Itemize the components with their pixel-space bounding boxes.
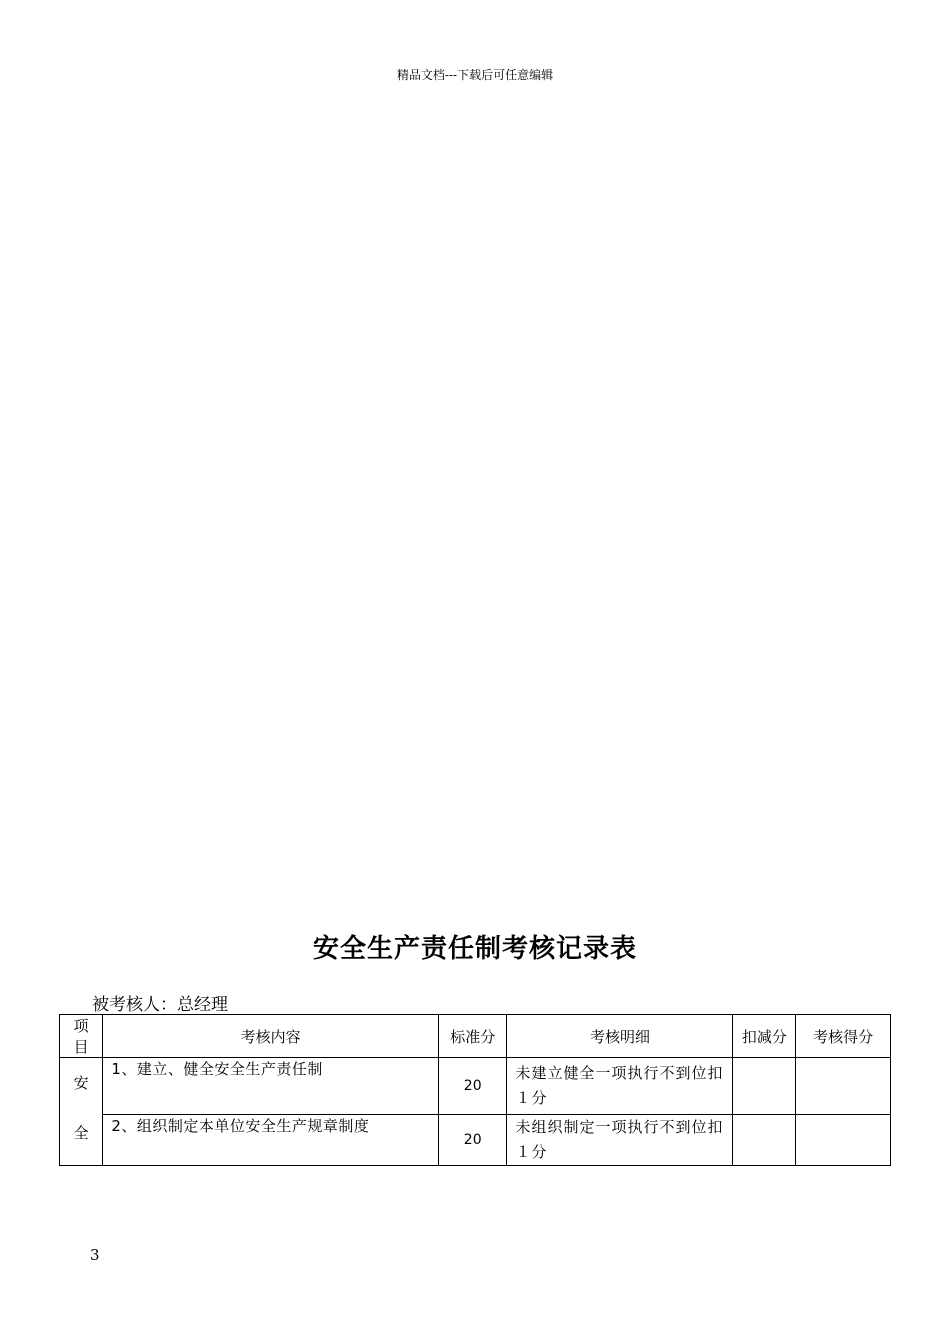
header-final-score: 考核得分 xyxy=(796,1015,891,1058)
assessment-table xyxy=(59,1014,891,1166)
table-header-row xyxy=(60,1015,891,1058)
detail-cell: 未建立健全一项执行不到位扣１分 xyxy=(507,1058,733,1115)
header-item: 项目 xyxy=(60,1015,103,1058)
table-row xyxy=(60,1115,891,1166)
content-cell: 1、建立、健全安全生产责任制 xyxy=(103,1058,439,1115)
deduction-cell[interactable] xyxy=(733,1058,796,1115)
detail-cell: 未组织制定一项执行不到位扣１分 xyxy=(507,1115,733,1166)
final-score-cell[interactable] xyxy=(796,1115,891,1166)
header-detail: 考核明细 xyxy=(507,1015,733,1058)
standard-score-cell: 20 xyxy=(438,1115,506,1166)
item-label-line: 全 xyxy=(73,1124,89,1142)
table-row xyxy=(60,1058,891,1115)
header-deduction: 扣减分 xyxy=(733,1015,796,1058)
content-cell: 2、组织制定本单位安全生产规章制度 xyxy=(103,1115,439,1166)
final-score-cell[interactable] xyxy=(796,1058,891,1115)
page-number: 3 xyxy=(90,1246,100,1264)
deduction-cell[interactable] xyxy=(733,1115,796,1166)
assessee-label: 被考核人：总经理 xyxy=(92,995,228,1015)
header-standard-score: 标准分 xyxy=(438,1015,506,1058)
item-label-line: 安 xyxy=(73,1074,89,1092)
item-cell-safety xyxy=(60,1058,103,1166)
page-header: 精品文档---下载后可任意编辑 xyxy=(396,68,554,82)
document-title: 安全生产责任制考核记录表 xyxy=(312,934,637,964)
standard-score-cell: 20 xyxy=(438,1058,506,1115)
header-content: 考核内容 xyxy=(103,1015,439,1058)
